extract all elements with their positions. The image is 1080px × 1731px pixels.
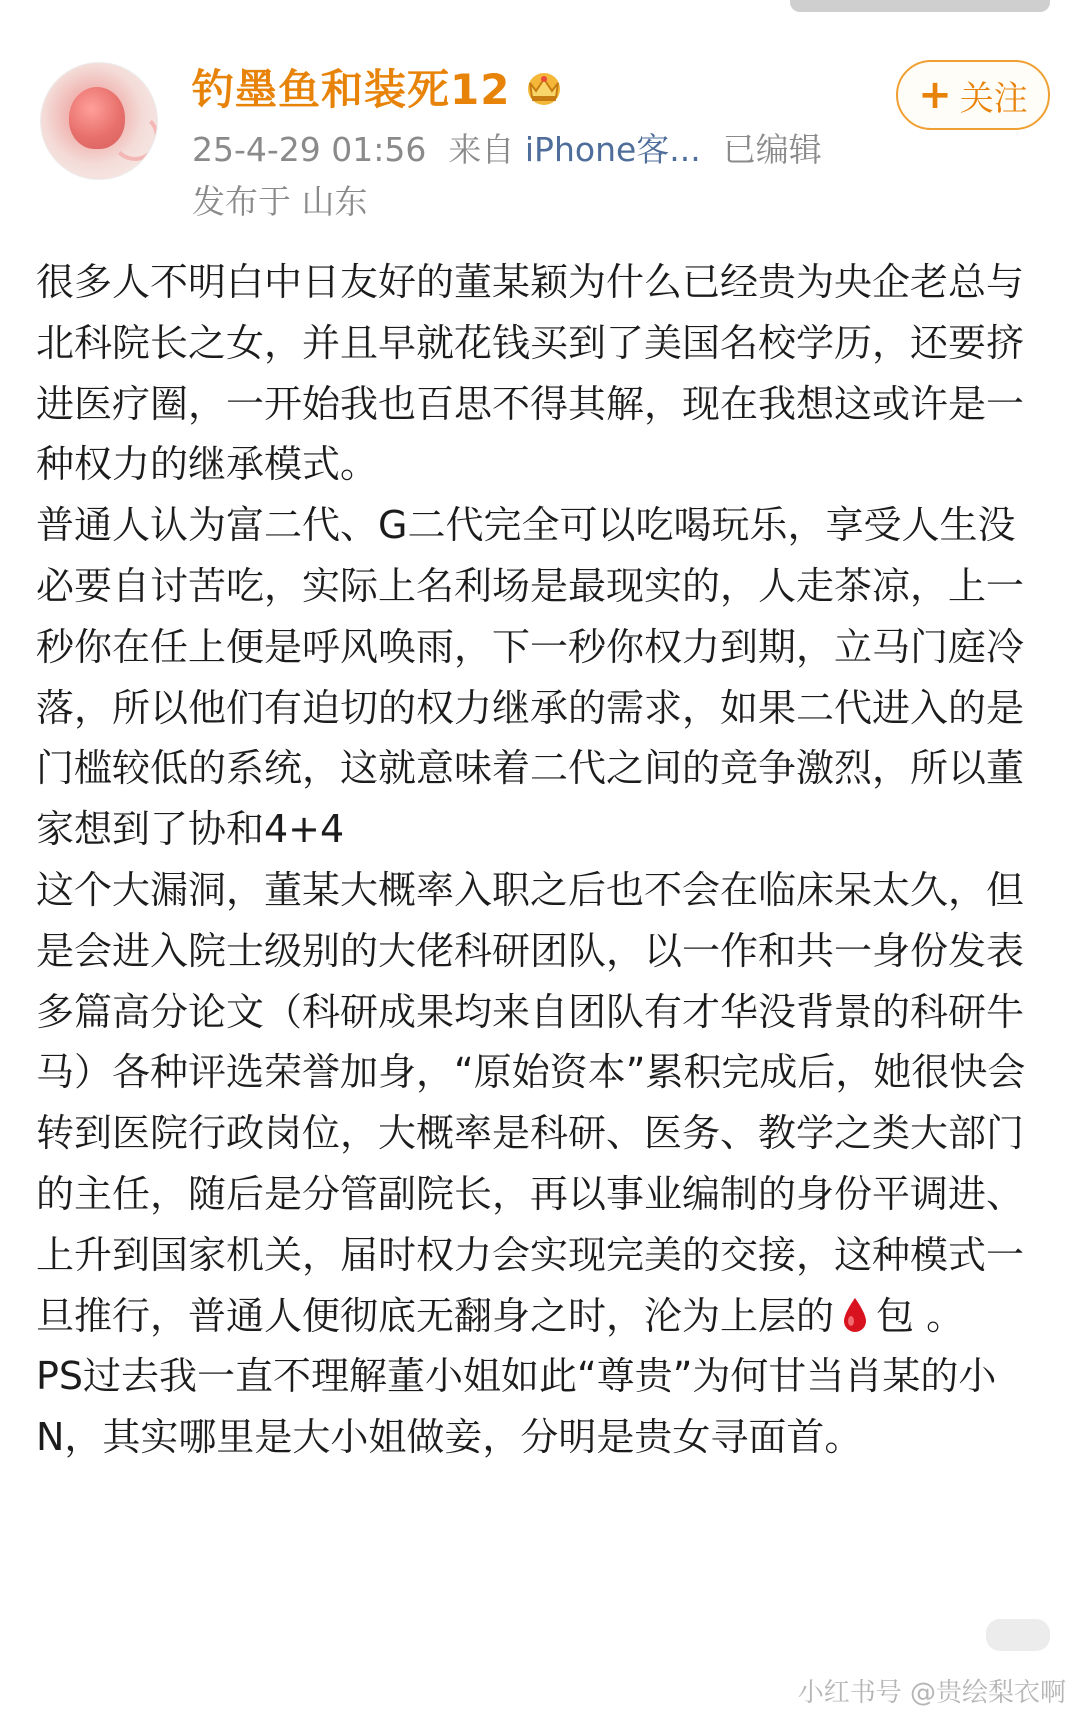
post-header	[40, 58, 1050, 228]
source-prefix: 来自	[448, 130, 515, 169]
crown-icon	[520, 67, 568, 107]
user-name-row	[192, 58, 568, 116]
watermark	[798, 1672, 1066, 1709]
post-paragraph	[36, 860, 1036, 1346]
avatar[interactable]	[40, 62, 158, 180]
blood-drop-icon	[840, 1295, 870, 1335]
post-paragraph: PS过去我一直不理解董小姐如此“尊贵”为何甘当肖某的小N，其实哪里是大小姐做妾，分明是贵女寻面首。	[36, 1354, 997, 1460]
post-body	[36, 252, 1036, 1468]
post-paragraph: 普通人认为富二代、G二代完全可以吃喝玩乐，享受人生没必要自讨苦吃，实际上名利场是最现实的，人走茶凉，上一秒你在任上便是呼风唤雨，下一秒你权力到期，立马门庭冷落，所以他们有迫切的权力继承的需求，如果二代进入的是门槛较低的系统，这就意味着二代之间的竞争激烈，所以董家想到了协和4+4	[36, 503, 1025, 852]
edited-label: 已编辑	[722, 130, 822, 169]
ribbon-icon	[111, 113, 158, 161]
post-timestamp: 25-4-29 01:56	[192, 130, 427, 169]
user-name[interactable]: 钓墨鱼和装死12	[192, 65, 511, 114]
status-bar-pill	[790, 0, 1050, 12]
watermark-text: 小红书号 @贵绘梨衣啊	[797, 1678, 1066, 1708]
post-location: 发布于 山东	[192, 182, 368, 221]
follow-button[interactable]	[896, 60, 1050, 130]
watermark-logo-icon	[986, 1619, 1050, 1651]
plus-icon: +	[918, 72, 952, 118]
post-source[interactable]: iPhone客...	[524, 130, 701, 169]
post-paragraph-tail: 包 。	[876, 1293, 965, 1338]
post-meta	[192, 124, 822, 171]
follow-label: 关注	[959, 78, 1028, 119]
post-paragraph: 很多人不明白中日友好的董某颖为什么已经贵为央企老总与北科院长之女，并且早就花钱买到了美国名校学历，还要挤进医疗圈，一开始我也百思不得其解，现在我想这或许是一种权力的继承模式。	[36, 260, 1025, 487]
post-paragraph-text: 这个大漏洞，董某大概率入职之后也不会在临床呆太久，但是会进入院士级别的大佬科研团队，以一作和共一身份发表多篇高分论文（科研成果均来自团队有才华没背景的科研牛马）各种评选荣誉加身，“原始资本”累积完成后，她很快会转到医院行政岗位，大概率是科研、医务、教学之类大部门的主任，随后是分管副院长，再以事业编制的身份平调进、上升到国家机关，届时权力会实现完美的交接，这种模式一旦推行，普通人便彻底无翻身之时，沦为上层的	[36, 867, 1026, 1338]
